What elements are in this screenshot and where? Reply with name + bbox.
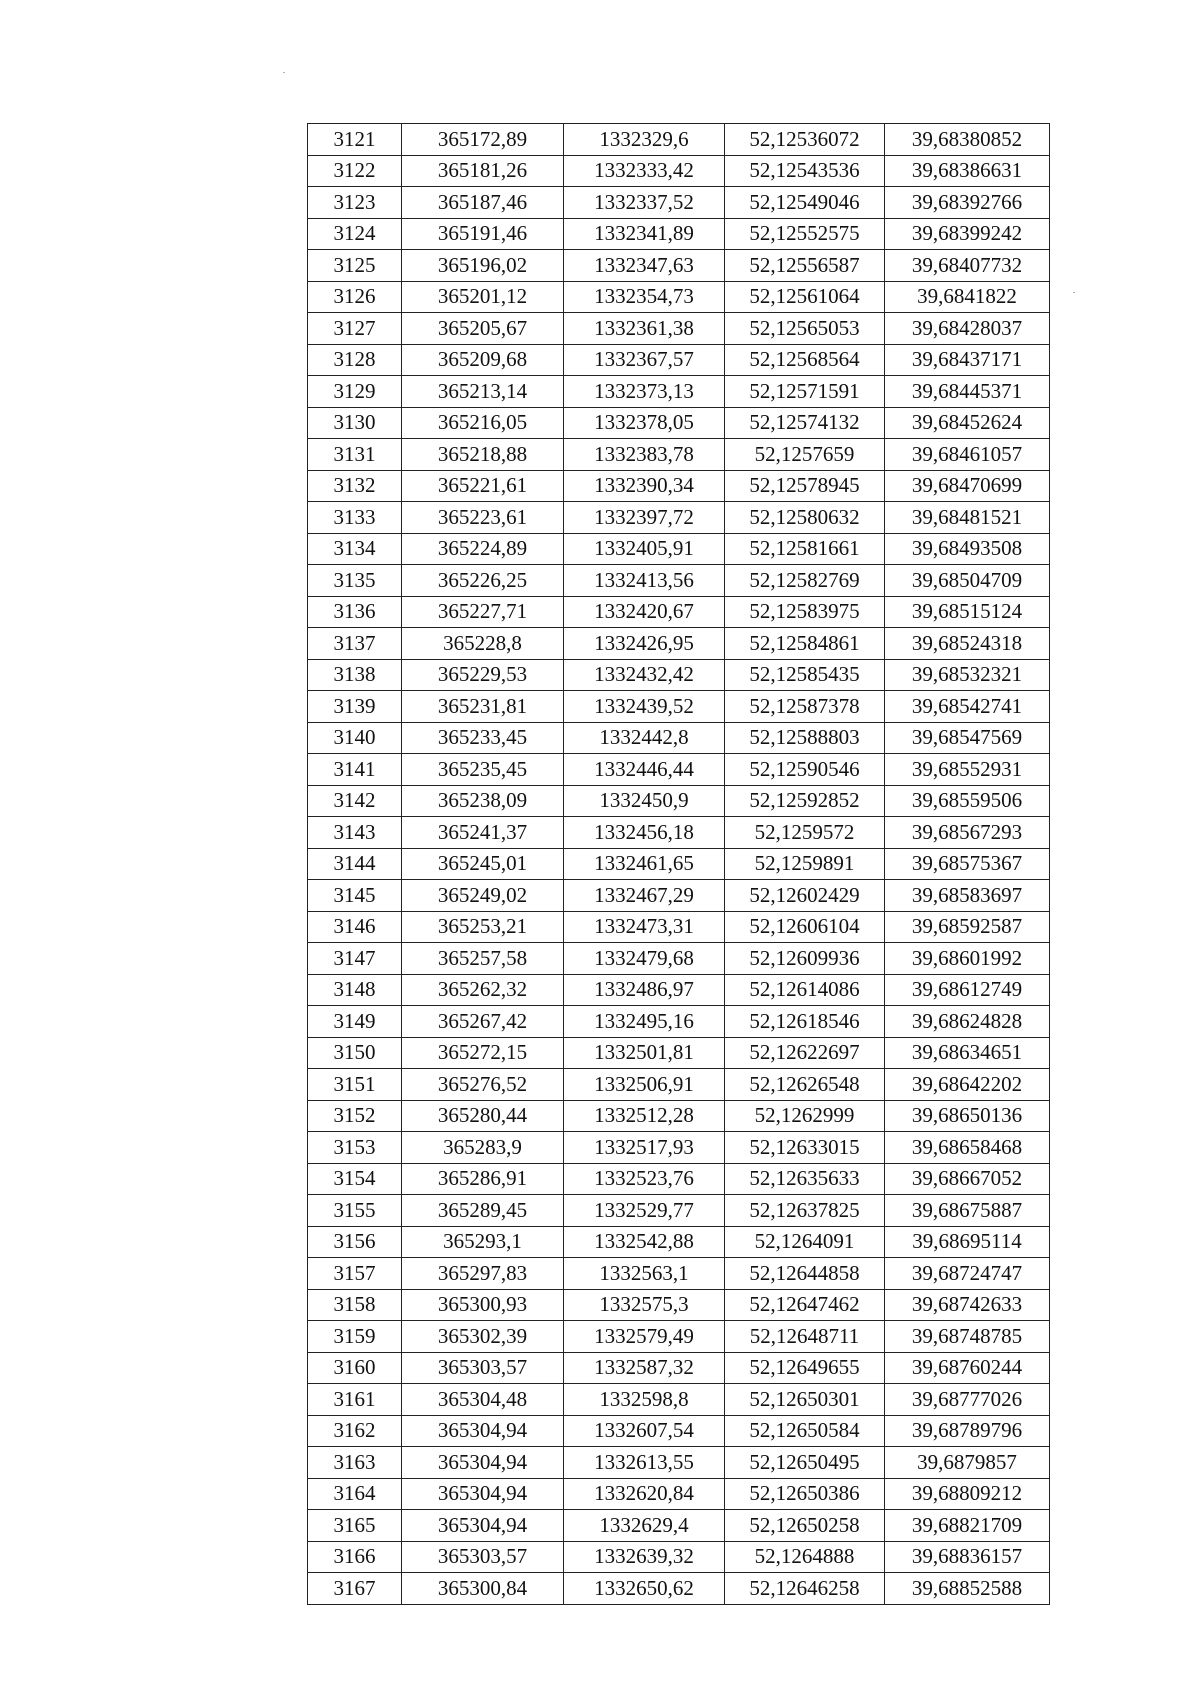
y-coordinate-cell: 1332575,3 xyxy=(564,1289,725,1321)
y-coordinate-cell: 1332432,42 xyxy=(564,659,725,691)
point-number-cell: 3143 xyxy=(308,817,402,849)
x-coordinate-cell: 365172,89 xyxy=(402,124,564,156)
point-number-cell: 3137 xyxy=(308,628,402,660)
point-number-cell: 3125 xyxy=(308,250,402,282)
table-row xyxy=(308,754,1050,786)
longitude-cell: 39,68675887 xyxy=(885,1195,1050,1227)
latitude-cell: 52,12590546 xyxy=(725,754,885,786)
y-coordinate-cell: 1332563,1 xyxy=(564,1258,725,1290)
x-coordinate-cell: 365303,57 xyxy=(402,1352,564,1384)
point-number-cell: 3159 xyxy=(308,1321,402,1353)
x-coordinate-cell: 365257,58 xyxy=(402,943,564,975)
longitude-cell: 39,68552931 xyxy=(885,754,1050,786)
table-row xyxy=(308,1384,1050,1416)
x-coordinate-cell: 365196,02 xyxy=(402,250,564,282)
latitude-cell: 52,12626548 xyxy=(725,1069,885,1101)
x-coordinate-cell: 365229,53 xyxy=(402,659,564,691)
x-coordinate-cell: 365223,61 xyxy=(402,502,564,534)
latitude-cell: 52,12609936 xyxy=(725,943,885,975)
y-coordinate-cell: 1332413,56 xyxy=(564,565,725,597)
scan-speck xyxy=(283,72,285,73)
table-row xyxy=(308,1510,1050,1542)
x-coordinate-cell: 365226,25 xyxy=(402,565,564,597)
y-coordinate-cell: 1332473,31 xyxy=(564,911,725,943)
x-coordinate-cell: 365267,42 xyxy=(402,1006,564,1038)
point-number-cell: 3124 xyxy=(308,218,402,250)
latitude-cell: 52,12648711 xyxy=(725,1321,885,1353)
latitude-cell: 52,12578945 xyxy=(725,470,885,502)
y-coordinate-cell: 1332426,95 xyxy=(564,628,725,660)
point-number-cell: 3151 xyxy=(308,1069,402,1101)
y-coordinate-cell: 1332467,29 xyxy=(564,880,725,912)
longitude-cell: 39,68724747 xyxy=(885,1258,1050,1290)
y-coordinate-cell: 1332517,93 xyxy=(564,1132,725,1164)
table-row xyxy=(308,313,1050,345)
latitude-cell: 52,12606104 xyxy=(725,911,885,943)
x-coordinate-cell: 365209,68 xyxy=(402,344,564,376)
latitude-cell: 52,12536072 xyxy=(725,124,885,156)
point-number-cell: 3158 xyxy=(308,1289,402,1321)
x-coordinate-cell: 365191,46 xyxy=(402,218,564,250)
table-row xyxy=(308,880,1050,912)
table-row xyxy=(308,785,1050,817)
longitude-cell: 39,68777026 xyxy=(885,1384,1050,1416)
x-coordinate-cell: 365241,37 xyxy=(402,817,564,849)
table-row xyxy=(308,1163,1050,1195)
point-number-cell: 3150 xyxy=(308,1037,402,1069)
y-coordinate-cell: 1332529,77 xyxy=(564,1195,725,1227)
table-row xyxy=(308,565,1050,597)
point-number-cell: 3133 xyxy=(308,502,402,534)
table-row xyxy=(308,628,1050,660)
longitude-cell: 39,68748785 xyxy=(885,1321,1050,1353)
table-row xyxy=(308,376,1050,408)
y-coordinate-cell: 1332383,78 xyxy=(564,439,725,471)
x-coordinate-cell: 365272,15 xyxy=(402,1037,564,1069)
latitude-cell: 52,12637825 xyxy=(725,1195,885,1227)
point-number-cell: 3146 xyxy=(308,911,402,943)
y-coordinate-cell: 1332420,67 xyxy=(564,596,725,628)
x-coordinate-cell: 365216,05 xyxy=(402,407,564,439)
point-number-cell: 3144 xyxy=(308,848,402,880)
point-number-cell: 3134 xyxy=(308,533,402,565)
y-coordinate-cell: 1332523,76 xyxy=(564,1163,725,1195)
latitude-cell: 52,12602429 xyxy=(725,880,885,912)
point-number-cell: 3136 xyxy=(308,596,402,628)
y-coordinate-cell: 1332461,65 xyxy=(564,848,725,880)
table-row xyxy=(308,344,1050,376)
y-coordinate-cell: 1332587,32 xyxy=(564,1352,725,1384)
point-number-cell: 3154 xyxy=(308,1163,402,1195)
x-coordinate-cell: 365238,09 xyxy=(402,785,564,817)
longitude-cell: 39,68836157 xyxy=(885,1541,1050,1573)
table-row xyxy=(308,155,1050,187)
y-coordinate-cell: 1332378,05 xyxy=(564,407,725,439)
table-row xyxy=(308,439,1050,471)
latitude-cell: 52,12543536 xyxy=(725,155,885,187)
y-coordinate-cell: 1332512,28 xyxy=(564,1100,725,1132)
longitude-cell: 39,68445371 xyxy=(885,376,1050,408)
latitude-cell: 52,1257659 xyxy=(725,439,885,471)
x-coordinate-cell: 365227,71 xyxy=(402,596,564,628)
y-coordinate-cell: 1332333,42 xyxy=(564,155,725,187)
longitude-cell: 39,68559506 xyxy=(885,785,1050,817)
latitude-cell: 52,12622697 xyxy=(725,1037,885,1069)
point-number-cell: 3121 xyxy=(308,124,402,156)
coordinates-table-body xyxy=(308,124,1050,1605)
x-coordinate-cell: 365218,88 xyxy=(402,439,564,471)
x-coordinate-cell: 365253,21 xyxy=(402,911,564,943)
y-coordinate-cell: 1332446,44 xyxy=(564,754,725,786)
latitude-cell: 52,12635633 xyxy=(725,1163,885,1195)
x-coordinate-cell: 365293,1 xyxy=(402,1226,564,1258)
longitude-cell: 39,68392766 xyxy=(885,187,1050,219)
x-coordinate-cell: 365300,93 xyxy=(402,1289,564,1321)
x-coordinate-cell: 365201,12 xyxy=(402,281,564,313)
y-coordinate-cell: 1332337,52 xyxy=(564,187,725,219)
latitude-cell: 52,12568564 xyxy=(725,344,885,376)
longitude-cell: 39,68470699 xyxy=(885,470,1050,502)
latitude-cell: 52,12650258 xyxy=(725,1510,885,1542)
x-coordinate-cell: 365304,94 xyxy=(402,1415,564,1447)
y-coordinate-cell: 1332501,81 xyxy=(564,1037,725,1069)
table-row xyxy=(308,1226,1050,1258)
y-coordinate-cell: 1332650,62 xyxy=(564,1573,725,1605)
y-coordinate-cell: 1332405,91 xyxy=(564,533,725,565)
x-coordinate-cell: 365228,8 xyxy=(402,628,564,660)
longitude-cell: 39,68852588 xyxy=(885,1573,1050,1605)
latitude-cell: 52,12614086 xyxy=(725,974,885,1006)
x-coordinate-cell: 365224,89 xyxy=(402,533,564,565)
latitude-cell: 52,12552575 xyxy=(725,218,885,250)
longitude-cell: 39,68380852 xyxy=(885,124,1050,156)
latitude-cell: 52,12649655 xyxy=(725,1352,885,1384)
y-coordinate-cell: 1332479,68 xyxy=(564,943,725,975)
point-number-cell: 3155 xyxy=(308,1195,402,1227)
latitude-cell: 52,12650584 xyxy=(725,1415,885,1447)
y-coordinate-cell: 1332579,49 xyxy=(564,1321,725,1353)
y-coordinate-cell: 1332542,88 xyxy=(564,1226,725,1258)
latitude-cell: 52,12644858 xyxy=(725,1258,885,1290)
point-number-cell: 3135 xyxy=(308,565,402,597)
table-row xyxy=(308,1289,1050,1321)
table-row xyxy=(308,1006,1050,1038)
table-row xyxy=(308,1447,1050,1479)
y-coordinate-cell: 1332367,57 xyxy=(564,344,725,376)
table-row xyxy=(308,1573,1050,1605)
table-row xyxy=(308,187,1050,219)
latitude-cell: 52,12581661 xyxy=(725,533,885,565)
table-row xyxy=(308,1037,1050,1069)
table-row xyxy=(308,691,1050,723)
latitude-cell: 52,12549046 xyxy=(725,187,885,219)
point-number-cell: 3145 xyxy=(308,880,402,912)
y-coordinate-cell: 1332629,4 xyxy=(564,1510,725,1542)
table-row xyxy=(308,407,1050,439)
table-row xyxy=(308,1258,1050,1290)
latitude-cell: 52,12584861 xyxy=(725,628,885,660)
x-coordinate-cell: 365304,94 xyxy=(402,1447,564,1479)
latitude-cell: 52,12556587 xyxy=(725,250,885,282)
point-number-cell: 3147 xyxy=(308,943,402,975)
latitude-cell: 52,12618546 xyxy=(725,1006,885,1038)
table-row xyxy=(308,250,1050,282)
latitude-cell: 52,12582769 xyxy=(725,565,885,597)
longitude-cell: 39,68809212 xyxy=(885,1478,1050,1510)
y-coordinate-cell: 1332347,63 xyxy=(564,250,725,282)
y-coordinate-cell: 1332341,89 xyxy=(564,218,725,250)
table-row xyxy=(308,533,1050,565)
latitude-cell: 52,1262999 xyxy=(725,1100,885,1132)
longitude-cell: 39,68612749 xyxy=(885,974,1050,1006)
longitude-cell: 39,68542741 xyxy=(885,691,1050,723)
longitude-cell: 39,68437171 xyxy=(885,344,1050,376)
y-coordinate-cell: 1332442,8 xyxy=(564,722,725,754)
longitude-cell: 39,68547569 xyxy=(885,722,1050,754)
y-coordinate-cell: 1332329,6 xyxy=(564,124,725,156)
y-coordinate-cell: 1332620,84 xyxy=(564,1478,725,1510)
x-coordinate-cell: 365233,45 xyxy=(402,722,564,754)
table-row xyxy=(308,124,1050,156)
x-coordinate-cell: 365245,01 xyxy=(402,848,564,880)
latitude-cell: 52,12561064 xyxy=(725,281,885,313)
longitude-cell: 39,68742633 xyxy=(885,1289,1050,1321)
x-coordinate-cell: 365303,57 xyxy=(402,1541,564,1573)
point-number-cell: 3152 xyxy=(308,1100,402,1132)
longitude-cell: 39,68481521 xyxy=(885,502,1050,534)
table-row xyxy=(308,943,1050,975)
longitude-cell: 39,68461057 xyxy=(885,439,1050,471)
point-number-cell: 3153 xyxy=(308,1132,402,1164)
longitude-cell: 39,68634651 xyxy=(885,1037,1050,1069)
point-number-cell: 3166 xyxy=(308,1541,402,1573)
x-coordinate-cell: 365304,94 xyxy=(402,1478,564,1510)
x-coordinate-cell: 365280,44 xyxy=(402,1100,564,1132)
point-number-cell: 3163 xyxy=(308,1447,402,1479)
latitude-cell: 52,12588803 xyxy=(725,722,885,754)
latitude-cell: 52,12565053 xyxy=(725,313,885,345)
x-coordinate-cell: 365235,45 xyxy=(402,754,564,786)
table-row xyxy=(308,596,1050,628)
x-coordinate-cell: 365283,9 xyxy=(402,1132,564,1164)
point-number-cell: 3156 xyxy=(308,1226,402,1258)
point-number-cell: 3122 xyxy=(308,155,402,187)
x-coordinate-cell: 365249,02 xyxy=(402,880,564,912)
point-number-cell: 3130 xyxy=(308,407,402,439)
table-row xyxy=(308,218,1050,250)
y-coordinate-cell: 1332373,13 xyxy=(564,376,725,408)
latitude-cell: 52,12650495 xyxy=(725,1447,885,1479)
point-number-cell: 3139 xyxy=(308,691,402,723)
table-row xyxy=(308,502,1050,534)
table-row xyxy=(308,911,1050,943)
longitude-cell: 39,68821709 xyxy=(885,1510,1050,1542)
latitude-cell: 52,12587378 xyxy=(725,691,885,723)
point-number-cell: 3160 xyxy=(308,1352,402,1384)
table-row xyxy=(308,470,1050,502)
latitude-cell: 52,12583975 xyxy=(725,596,885,628)
latitude-cell: 52,12646258 xyxy=(725,1573,885,1605)
y-coordinate-cell: 1332390,34 xyxy=(564,470,725,502)
x-coordinate-cell: 365221,61 xyxy=(402,470,564,502)
y-coordinate-cell: 1332613,55 xyxy=(564,1447,725,1479)
latitude-cell: 52,1264888 xyxy=(725,1541,885,1573)
longitude-cell: 39,68667052 xyxy=(885,1163,1050,1195)
latitude-cell: 52,12585435 xyxy=(725,659,885,691)
table-row xyxy=(308,281,1050,313)
longitude-cell: 39,68583697 xyxy=(885,880,1050,912)
longitude-cell: 39,68592587 xyxy=(885,911,1050,943)
y-coordinate-cell: 1332354,73 xyxy=(564,281,725,313)
table-row xyxy=(308,1069,1050,1101)
latitude-cell: 52,1259891 xyxy=(725,848,885,880)
table-row xyxy=(308,848,1050,880)
table-row xyxy=(308,1541,1050,1573)
x-coordinate-cell: 365304,94 xyxy=(402,1510,564,1542)
point-number-cell: 3123 xyxy=(308,187,402,219)
table-row xyxy=(308,659,1050,691)
point-number-cell: 3164 xyxy=(308,1478,402,1510)
point-number-cell: 3149 xyxy=(308,1006,402,1038)
longitude-cell: 39,68515124 xyxy=(885,596,1050,628)
longitude-cell: 39,6879857 xyxy=(885,1447,1050,1479)
longitude-cell: 39,68650136 xyxy=(885,1100,1050,1132)
point-number-cell: 3129 xyxy=(308,376,402,408)
latitude-cell: 52,12647462 xyxy=(725,1289,885,1321)
point-number-cell: 3167 xyxy=(308,1573,402,1605)
y-coordinate-cell: 1332639,32 xyxy=(564,1541,725,1573)
longitude-cell: 39,68624828 xyxy=(885,1006,1050,1038)
table-row xyxy=(308,974,1050,1006)
y-coordinate-cell: 1332450,9 xyxy=(564,785,725,817)
table-row xyxy=(308,1321,1050,1353)
y-coordinate-cell: 1332598,8 xyxy=(564,1384,725,1416)
table-row xyxy=(308,1415,1050,1447)
x-coordinate-cell: 365276,52 xyxy=(402,1069,564,1101)
latitude-cell: 52,12574132 xyxy=(725,407,885,439)
longitude-cell: 39,68452624 xyxy=(885,407,1050,439)
longitude-cell: 39,68789796 xyxy=(885,1415,1050,1447)
longitude-cell: 39,68642202 xyxy=(885,1069,1050,1101)
x-coordinate-cell: 365262,32 xyxy=(402,974,564,1006)
point-number-cell: 3126 xyxy=(308,281,402,313)
point-number-cell: 3161 xyxy=(308,1384,402,1416)
x-coordinate-cell: 365297,83 xyxy=(402,1258,564,1290)
point-number-cell: 3140 xyxy=(308,722,402,754)
x-coordinate-cell: 365286,91 xyxy=(402,1163,564,1195)
longitude-cell: 39,68567293 xyxy=(885,817,1050,849)
point-number-cell: 3165 xyxy=(308,1510,402,1542)
scan-speck xyxy=(1073,292,1075,293)
longitude-cell: 39,68386631 xyxy=(885,155,1050,187)
latitude-cell: 52,12650386 xyxy=(725,1478,885,1510)
longitude-cell: 39,68658468 xyxy=(885,1132,1050,1164)
point-number-cell: 3128 xyxy=(308,344,402,376)
x-coordinate-cell: 365181,26 xyxy=(402,155,564,187)
y-coordinate-cell: 1332361,38 xyxy=(564,313,725,345)
y-coordinate-cell: 1332486,97 xyxy=(564,974,725,1006)
longitude-cell: 39,68532321 xyxy=(885,659,1050,691)
x-coordinate-cell: 365231,81 xyxy=(402,691,564,723)
longitude-cell: 39,68407732 xyxy=(885,250,1050,282)
longitude-cell: 39,68524318 xyxy=(885,628,1050,660)
point-number-cell: 3157 xyxy=(308,1258,402,1290)
table-row xyxy=(308,1132,1050,1164)
latitude-cell: 52,12650301 xyxy=(725,1384,885,1416)
longitude-cell: 39,68760244 xyxy=(885,1352,1050,1384)
y-coordinate-cell: 1332607,54 xyxy=(564,1415,725,1447)
point-number-cell: 3138 xyxy=(308,659,402,691)
longitude-cell: 39,68601992 xyxy=(885,943,1050,975)
x-coordinate-cell: 365187,46 xyxy=(402,187,564,219)
point-number-cell: 3148 xyxy=(308,974,402,1006)
longitude-cell: 39,6841822 xyxy=(885,281,1050,313)
x-coordinate-cell: 365289,45 xyxy=(402,1195,564,1227)
table-row xyxy=(308,817,1050,849)
longitude-cell: 39,68575367 xyxy=(885,848,1050,880)
table-row xyxy=(308,722,1050,754)
latitude-cell: 52,1259572 xyxy=(725,817,885,849)
point-number-cell: 3127 xyxy=(308,313,402,345)
point-number-cell: 3142 xyxy=(308,785,402,817)
longitude-cell: 39,68428037 xyxy=(885,313,1050,345)
y-coordinate-cell: 1332439,52 xyxy=(564,691,725,723)
longitude-cell: 39,68504709 xyxy=(885,565,1050,597)
point-number-cell: 3132 xyxy=(308,470,402,502)
x-coordinate-cell: 365205,67 xyxy=(402,313,564,345)
y-coordinate-cell: 1332506,91 xyxy=(564,1069,725,1101)
x-coordinate-cell: 365300,84 xyxy=(402,1573,564,1605)
point-number-cell: 3131 xyxy=(308,439,402,471)
table-row xyxy=(308,1352,1050,1384)
y-coordinate-cell: 1332397,72 xyxy=(564,502,725,534)
latitude-cell: 52,12580632 xyxy=(725,502,885,534)
latitude-cell: 52,12571591 xyxy=(725,376,885,408)
y-coordinate-cell: 1332456,18 xyxy=(564,817,725,849)
y-coordinate-cell: 1332495,16 xyxy=(564,1006,725,1038)
latitude-cell: 52,12633015 xyxy=(725,1132,885,1164)
latitude-cell: 52,12592852 xyxy=(725,785,885,817)
longitude-cell: 39,68493508 xyxy=(885,533,1050,565)
latitude-cell: 52,1264091 xyxy=(725,1226,885,1258)
point-number-cell: 3162 xyxy=(308,1415,402,1447)
point-number-cell: 3141 xyxy=(308,754,402,786)
x-coordinate-cell: 365213,14 xyxy=(402,376,564,408)
x-coordinate-cell: 365304,48 xyxy=(402,1384,564,1416)
longitude-cell: 39,68399242 xyxy=(885,218,1050,250)
longitude-cell: 39,68695114 xyxy=(885,1226,1050,1258)
table-row xyxy=(308,1195,1050,1227)
table-row xyxy=(308,1100,1050,1132)
x-coordinate-cell: 365302,39 xyxy=(402,1321,564,1353)
coordinates-table xyxy=(307,123,1050,1605)
table-row xyxy=(308,1478,1050,1510)
